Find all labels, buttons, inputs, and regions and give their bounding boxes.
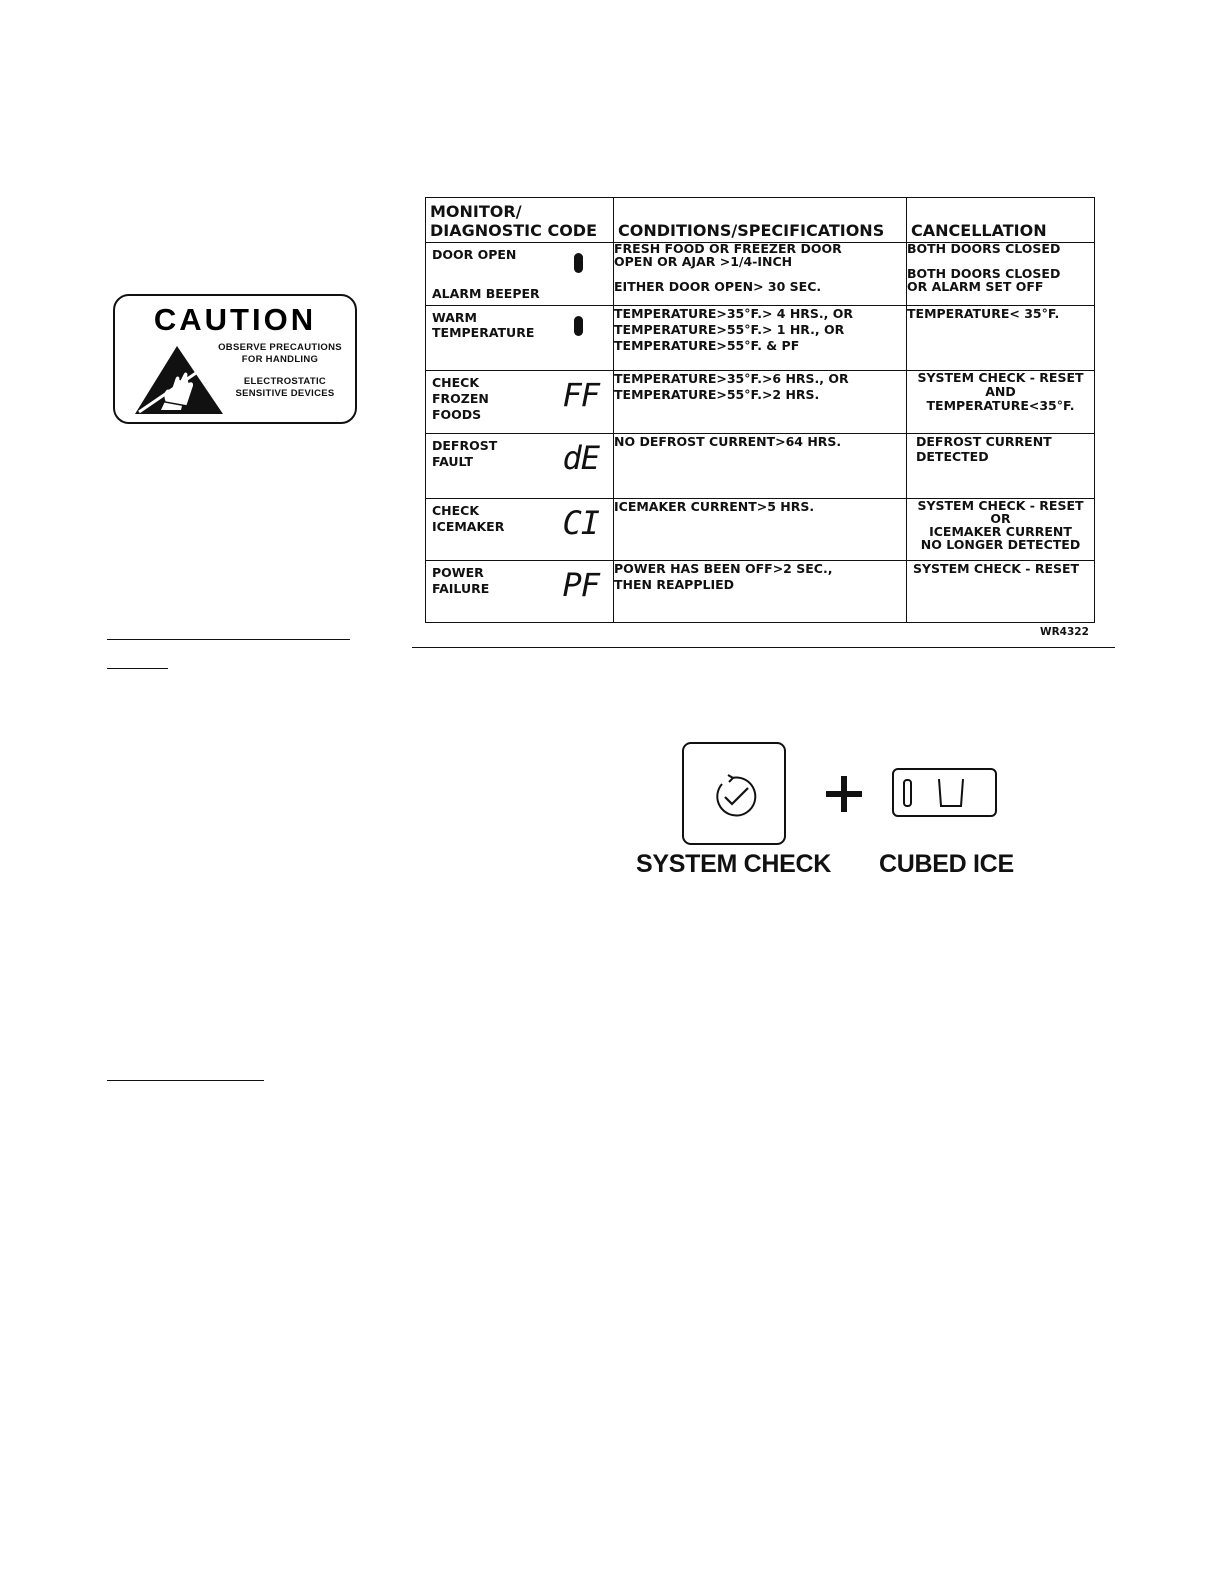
- caution-title: CAUTION: [153, 302, 317, 337]
- header-conditions: CONDITIONS/SPECIFICATIONS: [614, 198, 907, 243]
- condition-cell: TEMPERATURE>35°F.> 4 HRS., OR TEMPERATURE>55°F.> 1 HR., OR TEMPERATURE>55°F. & PF: [614, 306, 907, 371]
- header-cancellation: CANCELLATION: [907, 198, 1095, 243]
- diagnostic-code: dE: [562, 439, 599, 477]
- plus-icon: [824, 774, 864, 814]
- cancellation-cell: SYSTEM CHECK - RESET: [907, 561, 1095, 623]
- table-row: [426, 306, 1095, 371]
- cancellation-cell: BOTH DOORS CLOSED BOTH DOORS CLOSED OR ALARM SET OFF: [907, 243, 1095, 306]
- cup-icon: [900, 776, 990, 810]
- caution-label: [113, 294, 357, 424]
- cubed-ice-label: CUBED ICE: [879, 850, 1014, 878]
- table-row: [426, 499, 1095, 561]
- cubed-ice-key: [892, 768, 997, 817]
- divider-line: [107, 1080, 264, 1081]
- diagnostic-code: PF: [562, 566, 599, 604]
- diagnostic-code: CI: [562, 504, 599, 542]
- header-monitor: MONITOR/ DIAGNOSTIC CODE: [426, 198, 614, 243]
- monitor-name: DOOR OPEN: [432, 247, 517, 262]
- indicator-light-icon: [574, 253, 583, 273]
- caution-esd-text: ELECTROSTATIC SENSITIVE DEVICES: [235, 376, 335, 399]
- diagnostic-code: FF: [562, 376, 599, 414]
- condition-cell: TEMPERATURE>35°F.>6 HRS., OR TEMPERATURE>55°F.>2 HRS.: [614, 371, 907, 434]
- condition-cell: ICEMAKER CURRENT>5 HRS.: [614, 499, 907, 561]
- condition-cell: POWER HAS BEEN OFF>2 SEC., THEN REAPPLIED: [614, 561, 907, 623]
- caution-handling-text: OBSERVE PRECAUTIONS FOR HANDLING: [218, 342, 342, 365]
- cancellation-cell: SYSTEM CHECK - RESET AND TEMPERATURE<35°F.: [907, 371, 1095, 434]
- condition-cell: NO DEFROST CURRENT>64 HRS.: [614, 434, 907, 499]
- cancellation-cell: TEMPERATURE< 35°F.: [907, 306, 1095, 371]
- diagnostic-code-table: [425, 197, 1095, 623]
- monitor-name: WARM TEMPERATURE: [432, 310, 535, 340]
- system-check-label: SYSTEM CHECK: [636, 850, 832, 878]
- divider-line: [412, 647, 1115, 648]
- table-row: [426, 371, 1095, 434]
- monitor-name: CHECK FROZEN FOODS: [432, 375, 489, 422]
- indicator-light-icon: [574, 316, 583, 336]
- cancellation-cell: DEFROST CURRENT DETECTED: [907, 434, 1095, 499]
- table-row: [426, 561, 1095, 623]
- table-row: [426, 243, 1095, 306]
- system-check-key: [682, 742, 786, 845]
- divider-line: [107, 668, 168, 669]
- condition-cell: FRESH FOOD OR FREEZER DOOR OPEN OR AJAR >1/4-INCH EITHER DOOR OPEN> 30 SEC.: [614, 243, 907, 306]
- table-row: [426, 434, 1095, 499]
- monitor-name: ALARM BEEPER: [432, 286, 540, 301]
- divider-line: [107, 639, 350, 640]
- monitor-name: DEFROST FAULT: [432, 438, 498, 469]
- figure-id: WR4322: [1040, 626, 1089, 638]
- cancellation-cell: SYSTEM CHECK - RESET OR ICEMAKER CURRENT NO LONGER DETECTED: [907, 499, 1095, 561]
- table-header-row: [426, 198, 1095, 243]
- monitor-name: POWER FAILURE: [432, 565, 490, 596]
- check-circle-arrow-icon: [711, 771, 761, 821]
- monitor-name: CHECK ICEMAKER: [432, 503, 505, 534]
